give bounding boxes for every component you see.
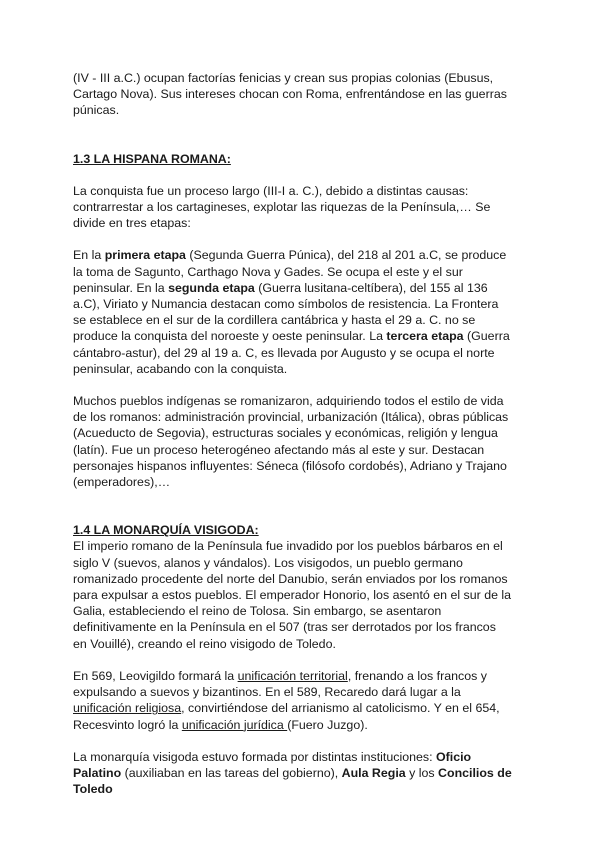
section-heading-hispania-romana: 1.3 LA HISPANA ROMANA: xyxy=(73,151,231,166)
institutions-paragraph xyxy=(73,749,512,798)
stages-paragraph xyxy=(73,247,512,377)
text-run: (Guerra cántabro-astur), del 29 al 19 a. C, es llevada por Augusto y se ocupa el norte peninsular, acabando con la conquista. xyxy=(73,329,510,376)
text-run: La monarquía visigoda estuvo formada por distintas instituciones: xyxy=(73,749,436,764)
text-run: En 569, Leovigildo formará la xyxy=(73,668,238,683)
text-run: y los xyxy=(405,765,439,780)
underlined-term-juridica: unificación jurídica xyxy=(181,717,288,732)
underlined-term-religiosa: unificación religiosa xyxy=(73,701,182,716)
section-heading-monarquia-visigoda: 1.4 LA MONARQUÍA VISIGODA: xyxy=(73,523,259,538)
bold-term-oficio-palatino: Oficio Palatino xyxy=(73,749,472,780)
text-run: , frenando a los francos y expulsando a suevos y bizantinos. En el 589, Recaredo dará lugar a la xyxy=(73,668,487,700)
text-run: En la xyxy=(73,248,105,263)
bold-term-first-stage: primera etapa xyxy=(104,248,186,263)
romanization-paragraph: Muchos pueblos indígenas se romanizaron, adquiriendo todos el estilo de vida de los romanos: administración provincial, urbanización (Itálica), obras públicas (Acueducto de Segovia), estructuras sociales y económicas, religión y lengua (latín). Fue un proceso heterogéneo afectando más al este y sur. Destacan personajes hispanos influyentes: Séneca (filósofo cordobés), Adriano y Trajano (emperadores),… xyxy=(73,394,509,490)
bold-term-second-stage: segunda etapa xyxy=(168,280,255,295)
bold-term-aula-regia: Aula Regia xyxy=(341,765,406,780)
invasion-paragraph: El imperio romano de la Península fue invadido por los pueblos bárbaros en el siglo V (suevos, alanos y vándalos). Los visigodos, un pueblo germano romanizado procedente del norte del Danubio, serán enviados por los romanos para expulsar a estos pueblos. El emperador Honorio, los asentó en el sur de la Galia, estableciendo el reino de Tolosa. Sin embargo, se asentaron definitivamente en la Península en el 507 (tras ser derrotados por los francos en Vouillé), creando el reino visigodo de Toledo. xyxy=(73,539,512,651)
bold-term-concilios-toledo: Concilios de Toledo xyxy=(73,765,512,797)
text-run: (Segunda Guerra Púnica), del 218 al 201 a.C, se produce la toma de Sagunto, Carthago Nova y Gades. Se ocupa el este y el sur peninsular. En la xyxy=(73,248,507,295)
bold-term-third-stage: tercera etapa xyxy=(386,329,464,344)
text-run: (auxiliaban en las tareas del gobierno), xyxy=(121,765,342,780)
text-run: (Guerra lusitana-celtíbera), del 155 al 136 a.C), Viriato y Numancia destacan como símbolos de resistencia. La Frontera se establece en el sur de la cordillera cantábrica y hasta el 29 a. C. no se produce la conquista del noroeste y oeste peninsular. La xyxy=(73,280,499,344)
conquest-paragraph: La conquista fue un proceso largo (III-I a. C.), debido a distintas causas: contrarrestar a los cartagineses, explotar las riquezas de la Península,… Se divide en tres etapas: xyxy=(73,183,491,231)
text-run: (Fuero Juzgo). xyxy=(287,717,368,732)
unification-paragraph xyxy=(73,668,512,733)
intro-paragraph: (IV - III a.C.) ocupan factorías fenicias y crean sus propias colonias (Ebusus, Cartago Nova). Sus intereses chocan con Roma, enfrentándose en las guerras púnicas. xyxy=(73,71,507,118)
text-run: , convirtiéndose del arrianismo al catolicismo. Y en el 654, Recesvinto logró la xyxy=(73,701,500,732)
underlined-term-territorial: unificación territorial xyxy=(237,668,348,683)
